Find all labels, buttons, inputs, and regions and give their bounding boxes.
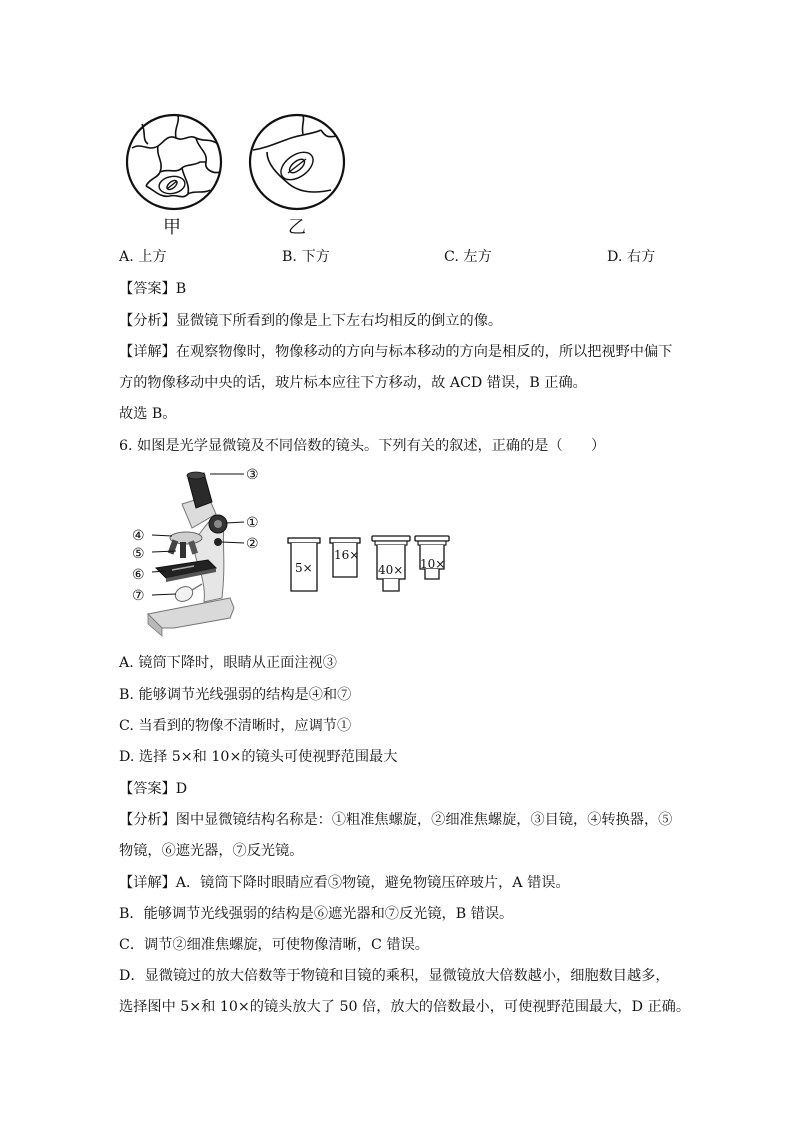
lens-label-10x: 10× xyxy=(420,557,446,571)
q5-analysis: 【分析】显微镜下所看到的像是上下左右均相反的倒立的像。 xyxy=(119,313,503,329)
q6-detail-c: C．调节②细准焦螺旋，可使物像清晰，C 错误。 xyxy=(119,937,429,953)
q6-option-b: B. 能够调节光线强弱的结构是④和⑦ xyxy=(119,687,352,703)
q5-detail-line-2: 方的物像移动中央的话，玻片标本应往下方移动，故 ACD 错误，B 正确。 xyxy=(119,375,587,391)
field-of-view-jia-figure xyxy=(124,112,224,212)
field-of-view-yi-figure xyxy=(247,112,347,212)
q6-stem: 6. 如图是光学显微镜及不同倍数的镜头。下列有关的叙述，正确的是（ ） xyxy=(119,438,606,454)
q6-option-a: A. 镜筒下降时，眼睛从正面注视③ xyxy=(119,655,337,671)
q6-detail-b: B．能够调节光线强弱的结构是⑥遮光器和⑦反光镜，B 错误。 xyxy=(119,906,514,922)
lens-label-5x: 5× xyxy=(295,561,313,575)
q5-conclusion: 故选 B。 xyxy=(119,406,177,422)
q5-option-c: C. 左方 xyxy=(444,249,492,265)
callout-mirror: ⑦ xyxy=(132,588,145,604)
callout-nosepiece: ④ xyxy=(132,528,145,544)
q6-detail-a: 【详解】A．镜筒下降时眼睛应看⑤物镜，避免物镜压碎玻片，A 错误。 xyxy=(119,875,570,891)
callout-objective: ⑤ xyxy=(132,546,145,562)
q5-detail-line-1: 【详解】在观察物像时，物像移动的方向与标本移动的方向是相反的，所以把视野中偏下 xyxy=(119,344,673,360)
callout-eyepiece: ③ xyxy=(246,467,259,483)
q6-answer: 【答案】D xyxy=(119,781,188,797)
q5-option-a: A. 上方 xyxy=(119,249,167,265)
q6-detail-d-line-2: 选择图中 5×和 10×的镜头放大了 50 倍，放大的倍数最小，可使视野范围最大，D 正确。 xyxy=(119,999,691,1015)
q6-option-d: D. 选择 5×和 10×的镜头可使视野范围最大 xyxy=(119,749,398,765)
lens-label-40x: 40× xyxy=(378,563,404,577)
callout-coarse-focus: ① xyxy=(246,515,259,531)
q6-option-c: C. 当看到的物像不清晰时，应调节① xyxy=(119,718,352,734)
q6-analysis-line-2: 物镜，⑥遮光器，⑦反光镜。 xyxy=(119,843,304,859)
q5-answer: 【答案】B xyxy=(119,281,187,297)
q5-option-b: B. 下方 xyxy=(282,249,330,265)
q6-analysis-line-1: 【分析】图中显微镜结构名称是：①粗准焦螺旋，②细准焦螺旋，③目镜，④转换器，⑤ xyxy=(119,812,673,828)
q6-detail-d-line-1: D．显微镜过的放大倍数等于物镜和目镜的乘积，显微镜放大倍数越小，细胞数目越多， xyxy=(119,968,670,984)
q5-option-d: D. 右方 xyxy=(607,249,656,265)
figure-label-jia: 甲 xyxy=(163,217,181,238)
lens-label-16x: 16× xyxy=(334,548,360,562)
callout-fine-focus: ② xyxy=(246,536,259,552)
callout-diaphragm: ⑥ xyxy=(132,567,145,583)
figure-label-yi: 乙 xyxy=(288,217,306,238)
